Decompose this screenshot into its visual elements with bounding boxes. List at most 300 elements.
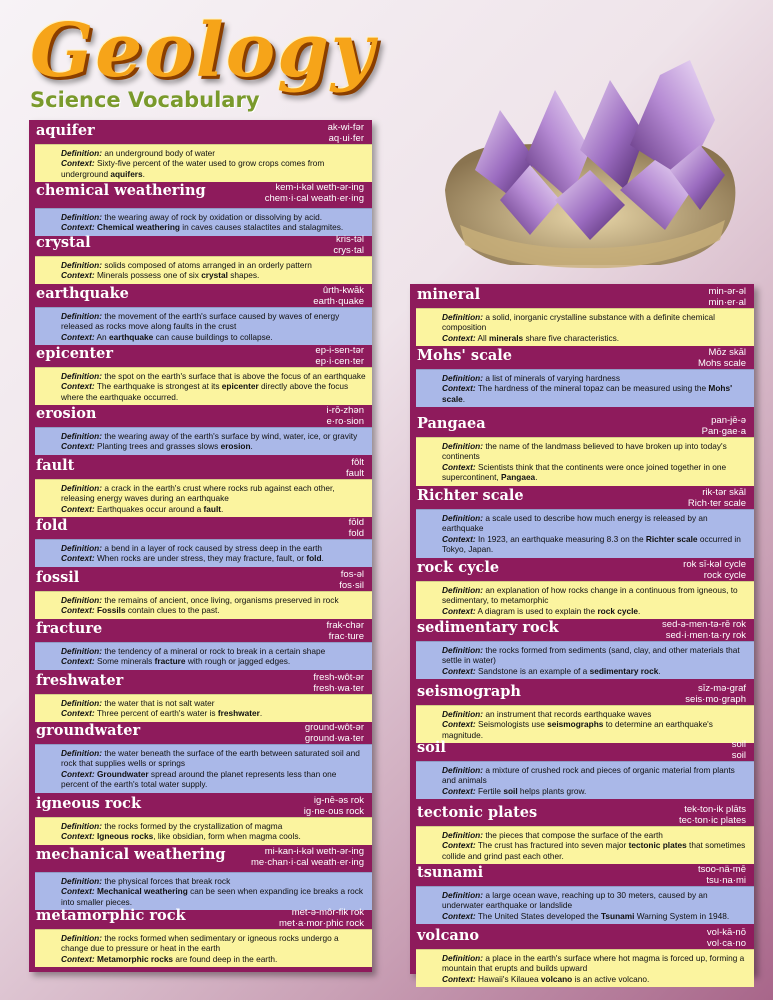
- definition-label: Definition:: [442, 441, 484, 451]
- pronunciation-respelling: frak-chər: [326, 620, 364, 631]
- context-text-end: to determine an earthquake's magnitude.: [442, 719, 713, 740]
- pronunciation-syllables: aq·ui·fer: [328, 132, 364, 144]
- definition-text: a scale used to describe how much energy is released by an earthquake: [442, 513, 708, 534]
- entry-header: [29, 283, 372, 307]
- definition-text: the rocks formed from sediments (sand, clay, and other materials that settle in water): [442, 645, 740, 666]
- context-term: aquifers: [110, 168, 143, 179]
- context-label: Context:: [442, 332, 476, 343]
- definition-label: Definition:: [61, 876, 103, 886]
- context-term: tectonic plates: [628, 840, 687, 851]
- context-text-end: are found deep in the earth.: [173, 953, 278, 964]
- definition-label: Definition:: [61, 821, 103, 831]
- vocab-entry-volcano: [410, 925, 754, 984]
- vocab-entry-mohs-scale: [410, 345, 754, 413]
- pronunciation: [265, 183, 364, 204]
- pronunciation: [313, 673, 364, 694]
- context-term: epicenter: [221, 381, 259, 392]
- vocab-entry-groundwater: [29, 720, 372, 793]
- definition-text: the wearing away of the earth's surface by wind, water, ice, or gravity: [104, 431, 358, 441]
- context-text-end: shapes.: [227, 270, 260, 281]
- context-label: Context:: [442, 719, 476, 730]
- pronunciation: [685, 684, 746, 705]
- definition-text: the remains of ancient, once living, organisms preserved in rock: [104, 595, 339, 605]
- pronunciation-respelling: rok sī-kəl cycle: [683, 559, 746, 570]
- definition-label: Definition:: [61, 431, 103, 441]
- context-label: Context:: [442, 605, 476, 616]
- definition-label: Definition:: [61, 933, 103, 943]
- vocab-term: chemical weathering: [36, 182, 206, 199]
- definition-box: [35, 817, 372, 845]
- pronunciation: [698, 348, 746, 369]
- pronunciation-syllables: soil: [731, 749, 746, 761]
- pronunciation-syllables: min·er·al: [708, 296, 746, 308]
- vocab-entry-fold: [29, 515, 372, 567]
- pronunciation: [707, 928, 746, 949]
- context-text: In 1923, an earthquake measuring 8.3 on the: [477, 533, 646, 544]
- entry-header: [29, 793, 372, 817]
- vocab-term: tsunami: [417, 864, 484, 881]
- definition-label: Definition:: [61, 698, 103, 708]
- pronunciation-syllables: vol·ca·no: [706, 937, 746, 949]
- vocab-entry-crystal: [29, 232, 372, 283]
- definition-text: the spot on the earth's surface that is above the focus of an earthquake: [104, 371, 366, 381]
- definition-text: the physical forces that break rock: [104, 876, 231, 886]
- context-term: Mechanical weathering: [96, 886, 188, 897]
- context-term: Fossils: [96, 605, 126, 616]
- context-text-end: .: [259, 708, 263, 719]
- entry-header: [410, 345, 754, 369]
- definition-box: [35, 479, 372, 517]
- pronunciation-syllables: fos·sil: [339, 579, 364, 591]
- definition-box: [35, 144, 372, 182]
- entry-header: [29, 905, 372, 929]
- entry-header: [29, 844, 372, 872]
- pronunciation: [688, 488, 746, 509]
- vocab-term: sedimentary rock: [417, 619, 559, 636]
- pronunciation-respelling: soil: [731, 739, 746, 750]
- vocab-term: soil: [417, 739, 446, 756]
- context-term: freshwater: [217, 708, 260, 719]
- context-text-end: .: [321, 553, 324, 564]
- definition-label: Definition:: [442, 709, 484, 719]
- context-text-end: .: [250, 441, 253, 452]
- pronunciation-respelling: rik-tər skāl: [702, 487, 746, 498]
- definition-label: Definition:: [442, 373, 484, 383]
- definition-text: solids composed of atoms arranged in an orderly pattern: [104, 260, 312, 270]
- definition-text: an instrument that records earthquake waves: [485, 709, 652, 719]
- definition-box: [416, 761, 754, 799]
- definition-text: a mixture of crushed rock and pieces of organic material from plants and animals: [442, 765, 735, 786]
- pronunciation-syllables: crys·tal: [333, 244, 364, 256]
- pronunciation-respelling: Mōz skāl: [708, 347, 746, 358]
- vocab-entry-erosion: [29, 403, 372, 455]
- context-text: Minerals possess one of six: [96, 270, 202, 281]
- context-label: Context:: [442, 383, 476, 394]
- pronunciation-respelling: fos-əl: [340, 569, 364, 580]
- entry-header: [29, 670, 372, 694]
- pronunciation: [328, 123, 364, 144]
- vocab-entry-tsunami: [410, 862, 754, 925]
- definition-text: an explanation of how rocks change in a continuous from igneous, to sedimentary, to metamorphic: [442, 585, 738, 606]
- definition-text: a crack in the earth's crust where rocks rub against each other, releasing energy waves during an earthquake: [61, 483, 335, 504]
- vocab-term: fossil: [36, 569, 80, 586]
- definition-text: the water that is not salt water: [104, 698, 215, 708]
- pronunciation: [679, 805, 746, 826]
- pronunciation: [327, 406, 365, 427]
- vocab-term: seismograph: [417, 683, 521, 700]
- pronunciation-respelling: sīz-mə-graf: [697, 683, 746, 694]
- pronunciation-syllables: fault: [346, 467, 364, 479]
- vocab-entry-mechanical-weathering: [29, 844, 372, 905]
- definition-box: [416, 641, 754, 679]
- definition-box: [416, 886, 754, 924]
- context-text-end: .: [658, 665, 661, 676]
- context-term: seismographs: [547, 719, 604, 730]
- context-text-end: .: [142, 168, 145, 179]
- context-term: Tsunami: [600, 910, 635, 921]
- pronunciation-respelling: ak-wi-fər: [327, 122, 364, 133]
- context-text: Seismologists use: [477, 719, 548, 730]
- pronunciation-respelling: sed-ə-men-tə-rē rok: [662, 619, 746, 630]
- pronunciation-respelling: min-ər-əl: [708, 286, 746, 297]
- context-label: Context:: [61, 605, 95, 616]
- pronunciation-respelling: mi-kan-i-kəl weth-ər-ing: [264, 846, 364, 857]
- vocab-term: Pangaea: [417, 415, 486, 432]
- vocab-entry-sedimentary-rock: [410, 617, 754, 681]
- pronunciation-respelling: i-rō-zhən: [326, 405, 364, 416]
- context-text: Earthquakes occur around a: [96, 503, 204, 514]
- context-label: Context:: [61, 886, 95, 897]
- context-label: Context:: [61, 953, 95, 964]
- pronunciation: [327, 621, 364, 642]
- definition-label: Definition:: [442, 765, 484, 775]
- definition-box: [35, 539, 372, 567]
- pronunciation-syllables: rock cycle: [703, 569, 746, 581]
- pronunciation-syllables: chem·i·cal weath·er·ing: [264, 192, 364, 204]
- pronunciation-respelling: kem-i-kəl weth-ər-ing: [275, 182, 364, 193]
- context-text: Fertile: [477, 785, 504, 796]
- pronunciation: [346, 458, 364, 479]
- page-title: Geology: [30, 8, 376, 94]
- pronunciation: [279, 908, 364, 929]
- context-label: Context:: [61, 270, 95, 281]
- pronunciation: [305, 723, 364, 744]
- pronunciation: [349, 518, 364, 539]
- pronunciation: [732, 740, 746, 761]
- vocab-entry-seismograph: [410, 681, 754, 740]
- pronunciation: [304, 796, 364, 817]
- entry-header: [410, 284, 754, 308]
- definition-text: the pieces that compose the surface of the earth: [485, 830, 663, 840]
- vocab-term: mineral: [417, 286, 481, 303]
- context-term: Chemical weathering: [96, 222, 180, 233]
- definition-label: Definition:: [442, 830, 484, 840]
- pronunciation-respelling: ig-nē-əs rok: [313, 795, 364, 806]
- context-text-end: occurred in Tokyo, Japan.: [442, 533, 741, 555]
- vocab-column-left: [29, 120, 372, 972]
- definition-text: an underground body of water: [104, 148, 216, 158]
- pronunciation-syllables: ig·ne·ous rock: [303, 805, 364, 817]
- pronunciation-syllables: met·a·mor·phic rock: [279, 917, 364, 929]
- context-text-end: spread around the planet represents less than one percent of the earth's total water supply.: [61, 768, 337, 790]
- pronunciation: [662, 620, 746, 641]
- definition-box: [416, 369, 754, 407]
- context-text-end: .: [535, 472, 538, 483]
- definition-box: [35, 694, 372, 722]
- pronunciation-syllables: Rich·ter scale: [687, 497, 746, 509]
- context-term: Pangaea: [501, 472, 536, 483]
- definition-box: [35, 256, 372, 284]
- context-text-end: helps plants grow.: [517, 785, 587, 796]
- pronunciation-respelling: fresh-wôt-ər: [313, 672, 364, 683]
- vocab-entry-aquifer: [29, 120, 372, 180]
- context-label: Context:: [442, 533, 476, 544]
- context-label: Context:: [61, 441, 95, 452]
- pronunciation-syllables: ep·i·cen·ter: [315, 355, 364, 367]
- context-label: Context:: [61, 768, 95, 779]
- vocab-entry-chemical-weathering: [29, 180, 372, 232]
- definition-text: the movement of the earth's surface caused by waves of energy released as rocks move along faults in the crust: [61, 311, 340, 332]
- pronunciation: [251, 847, 364, 868]
- pronunciation: [709, 287, 746, 308]
- definition-text: the rocks formed by the crystallization of magma: [104, 821, 283, 831]
- context-text-end: .: [221, 503, 224, 514]
- context-term: Mohs' scale: [442, 383, 733, 404]
- definition-box: [35, 307, 372, 345]
- definition-box: [35, 642, 372, 670]
- entry-header: [410, 413, 754, 437]
- pronunciation-syllables: tsu·na·mi: [706, 874, 746, 886]
- context-text-end: .: [638, 605, 641, 616]
- context-label: Context:: [442, 910, 476, 921]
- pronunciation-respelling: fôlt: [351, 457, 364, 468]
- definition-box: [416, 509, 754, 558]
- context-term: fault: [203, 503, 222, 514]
- entry-header: [29, 343, 372, 367]
- pronunciation-syllables: Mohs scale: [697, 357, 746, 369]
- vocab-term: fold: [36, 517, 68, 534]
- context-text: The crust has fractured into seven major: [477, 840, 629, 851]
- pronunciation-syllables: ground·wa·ter: [304, 732, 364, 744]
- pronunciation-syllables: sed·i·men·ta·ry rok: [665, 629, 746, 641]
- context-term: Groundwater: [96, 768, 149, 779]
- context-text-end: directly above the focus where the earthquake occurred.: [61, 381, 349, 402]
- context-term: fracture: [154, 656, 186, 667]
- pronunciation: [315, 346, 364, 367]
- pronunciation: [333, 235, 364, 256]
- pronunciation: [313, 286, 364, 307]
- entry-header: [410, 862, 754, 886]
- definition-label: Definition:: [61, 595, 103, 605]
- vocab-term: erosion: [36, 405, 97, 422]
- context-term: erosion: [220, 441, 251, 452]
- context-text-end: .: [462, 393, 466, 404]
- page-subtitle: Science Vocabulary: [30, 88, 260, 112]
- pronunciation-syllables: frac·ture: [328, 630, 364, 642]
- entry-header: [410, 485, 754, 509]
- vocab-entry-tectonic-plates: [410, 802, 754, 862]
- pronunciation-respelling: ûrth-kwāk: [322, 285, 364, 296]
- definition-label: Definition:: [61, 148, 103, 158]
- definition-box: [35, 427, 372, 455]
- vocab-term: rock cycle: [417, 559, 500, 576]
- vocab-entry-fossil: [29, 567, 372, 618]
- context-term: fold: [306, 553, 322, 564]
- entry-header: [410, 925, 754, 949]
- definition-box: [35, 929, 372, 967]
- definition-text: the tendency of a mineral or rock to break in a certain shape: [104, 646, 326, 656]
- context-text-end: contain clues to the past.: [125, 605, 220, 616]
- context-text-end: can cause buildings to collapse.: [153, 331, 273, 342]
- definition-text: a large ocean wave, reaching up to 30 meters, caused by an underwater earthquake or landslide: [442, 890, 708, 911]
- definition-box: [416, 308, 754, 346]
- pronunciation-respelling: ep-i-sen-tər: [315, 345, 364, 356]
- pronunciation-syllables: me·chan·i·cal weath·er·ing: [251, 856, 364, 868]
- definition-text: the rocks formed when sedimentary or igneous rocks undergo a change due to pressure or heat in the earth: [61, 933, 339, 954]
- definition-box: [35, 367, 372, 405]
- context-text-end: in caves causes stalactites and stalagmites.: [179, 222, 344, 233]
- definition-label: Definition:: [61, 483, 103, 493]
- context-text: Three percent of earth's water is: [96, 708, 218, 719]
- vocab-term: earthquake: [36, 285, 129, 302]
- definition-label: Definition:: [442, 645, 484, 655]
- context-label: Context:: [442, 665, 476, 676]
- context-label: Context:: [61, 331, 95, 342]
- vocab-term: mechanical weathering: [36, 846, 226, 863]
- context-term: earthquake: [108, 331, 154, 342]
- context-term: minerals: [489, 332, 524, 343]
- definition-box: [35, 591, 372, 619]
- context-text-end: that sometimes collide and grind past each other.: [442, 840, 746, 861]
- context-text: When rocks are under stress, they may fracture, fault, or: [96, 553, 307, 564]
- definition-box: [416, 437, 754, 486]
- vocab-entry-earthquake: [29, 283, 372, 343]
- context-label: Context:: [61, 708, 95, 719]
- context-text: Sixty-five percent of the water used to grow crops comes from underground: [61, 158, 325, 179]
- context-text-end: can be seen when expanding ice breaks a rock into smaller pieces.: [61, 886, 364, 907]
- context-text: Some minerals: [96, 656, 155, 667]
- vocab-term: freshwater: [36, 672, 124, 689]
- vocab-term: aquifer: [36, 122, 95, 139]
- vocab-term: Mohs' scale: [417, 347, 513, 364]
- pronunciation-respelling: ground-wôt-ər: [304, 722, 364, 733]
- context-label: Context:: [442, 840, 476, 851]
- pronunciation-respelling: met-ə-môr-fik rok: [291, 907, 364, 918]
- pronunciation-syllables: e·ro·sion: [326, 415, 364, 427]
- vocab-term: fracture: [36, 620, 103, 637]
- entry-header: [410, 737, 754, 761]
- context-label: Context:: [61, 222, 95, 233]
- vocab-term: groundwater: [36, 722, 141, 739]
- vocab-entry-epicenter: [29, 343, 372, 403]
- definition-label: Definition:: [442, 513, 484, 523]
- pronunciation-respelling: vol-kā-nō: [706, 927, 746, 938]
- pronunciation: [683, 560, 746, 581]
- context-term: soil: [503, 785, 518, 796]
- vocab-entry-freshwater: [29, 670, 372, 720]
- entry-header: [29, 232, 372, 256]
- vocab-entry-soil: [410, 737, 754, 802]
- amethyst-photo: [430, 50, 750, 275]
- definition-label: Definition:: [61, 371, 103, 381]
- context-label: Context:: [442, 973, 476, 984]
- definition-label: Definition:: [442, 312, 484, 322]
- context-term: volcano: [540, 973, 573, 984]
- context-label: Context:: [61, 381, 95, 392]
- vocab-term: metamorphic rock: [36, 907, 186, 924]
- context-term: crystal: [201, 270, 228, 281]
- context-text-end: is an active volcano.: [572, 973, 650, 984]
- definition-label: Definition:: [61, 646, 103, 656]
- pronunciation-respelling: tek-ton-ik plāts: [684, 804, 746, 815]
- context-label: Context:: [61, 656, 95, 667]
- context-text-end: share five characteristics.: [523, 332, 620, 343]
- pronunciation-syllables: Pan·gae·a: [701, 425, 746, 437]
- vocab-term: Richter scale: [417, 487, 524, 504]
- context-text: The earthquake is strongest at its: [96, 381, 222, 392]
- vocab-term: tectonic plates: [417, 804, 538, 821]
- pronunciation-respelling: tsoo-nä-mē: [697, 864, 746, 875]
- pronunciation-syllables: fold: [348, 527, 364, 539]
- vocab-entry-igneous-rock: [29, 793, 372, 844]
- vocab-term: crystal: [36, 234, 91, 251]
- entry-header: [410, 617, 754, 641]
- definition-box: [416, 826, 754, 864]
- definition-text: the wearing away of rock by oxidation or dissolving by acid.: [104, 212, 323, 222]
- pronunciation-syllables: fresh·wa·ter: [313, 682, 364, 694]
- pronunciation-respelling: kris-təl: [336, 234, 364, 245]
- context-text: Scientists think that the continents were once joined together in one supercontinent,: [442, 461, 727, 483]
- definition-label: Definition:: [442, 953, 484, 963]
- definition-label: Definition:: [61, 260, 103, 270]
- vocab-term: epicenter: [36, 345, 114, 362]
- definition-label: Definition:: [61, 212, 103, 222]
- entry-header: [410, 557, 754, 581]
- pronunciation-syllables: seis·mo·graph: [685, 693, 746, 705]
- context-label: Context:: [61, 503, 95, 514]
- entry-header: [29, 455, 372, 479]
- definition-text: a list of minerals of varying hardness: [485, 373, 620, 383]
- context-text-end: with rough or jagged edges.: [185, 656, 291, 667]
- context-label: Context:: [61, 831, 95, 842]
- context-text: The United States developed the: [477, 910, 601, 921]
- entry-header: [29, 120, 372, 144]
- vocab-term: volcano: [417, 927, 480, 944]
- pronunciation-respelling: fōld: [348, 517, 364, 528]
- context-label: Context:: [442, 785, 476, 796]
- entry-header: [29, 720, 372, 744]
- context-term: sedimentary rock: [589, 665, 659, 676]
- context-label: Context:: [61, 158, 95, 169]
- entry-header: [29, 180, 372, 208]
- context-label: Context:: [442, 461, 476, 472]
- definition-box: [416, 949, 754, 987]
- vocab-entry-pangaea: [410, 413, 754, 485]
- definition-text: the name of the landmass believed to have broken up into today's continents: [442, 441, 727, 462]
- context-text: All: [477, 332, 490, 343]
- pronunciation: [698, 865, 746, 886]
- context-text-end: Warning System in 1948.: [634, 910, 730, 921]
- definition-box: [35, 744, 372, 793]
- context-text: The hardness of the mineral topaz can be measured using the: [477, 383, 709, 394]
- definition-label: Definition:: [61, 543, 103, 553]
- context-term: Igneous rocks: [96, 831, 154, 842]
- pronunciation-syllables: earth·quake: [313, 295, 364, 307]
- definition-label: Definition:: [61, 748, 103, 758]
- context-text: Sandstone is an example of a: [477, 665, 590, 676]
- definition-label: Definition:: [442, 585, 484, 595]
- definition-text: a place in the earth's surface where hot magma is forced up, forming a mountain that erupts and builds upward: [442, 953, 745, 974]
